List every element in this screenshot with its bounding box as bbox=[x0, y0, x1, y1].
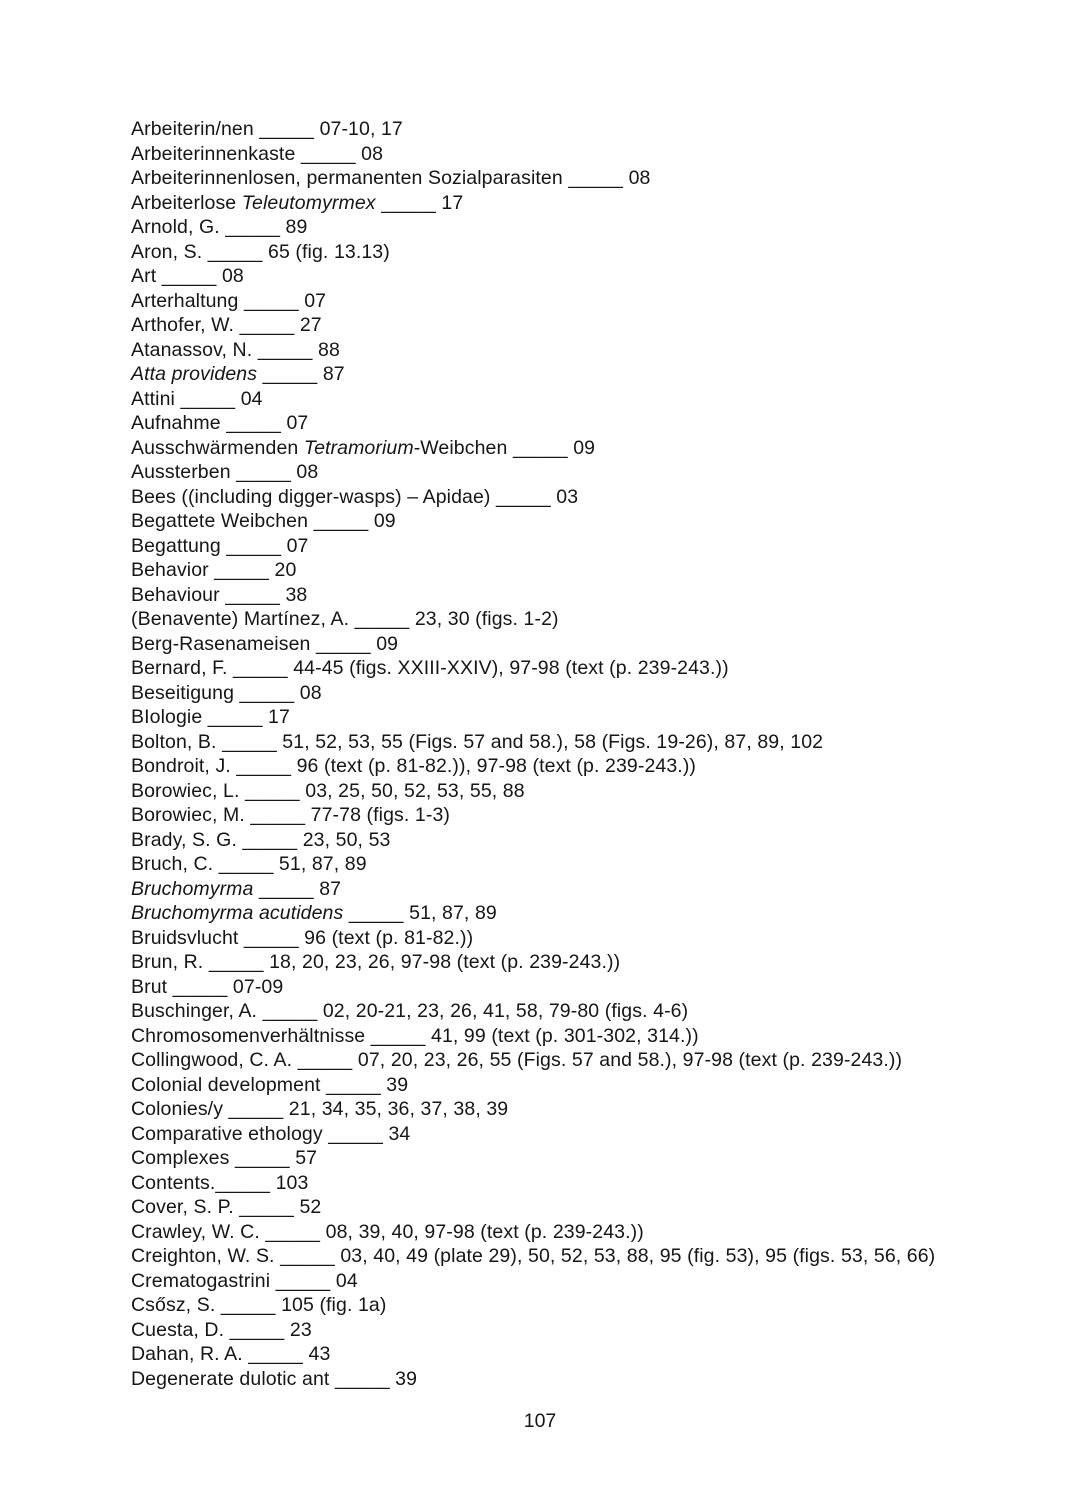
index-entry-text: Bees ((including digger-wasps) – Apidae) _____ 03 bbox=[131, 485, 579, 508]
index-entry-text: Brun, R. _____ 18, 20, 23, 26, 97-98 (text (p. 239-243.)) bbox=[131, 951, 621, 973]
index-entry-text: Degenerate dulotic ant _____ 39 bbox=[131, 1367, 418, 1390]
index-entry bbox=[131, 534, 1031, 559]
index-entry-text: Arbeiterinnenlosen, permanenten Sozialparasiten _____ 08 bbox=[131, 167, 651, 189]
index-entry bbox=[131, 852, 1031, 877]
index-entry-text: Arbeiterinnenkaste _____ 08 bbox=[131, 142, 384, 165]
index-entry bbox=[131, 1024, 1031, 1049]
index-entry-text: Borowiec, L. _____ 03, 25, 50, 52, 53, 55, 88 bbox=[131, 779, 525, 802]
page-number: 107 bbox=[523, 1410, 557, 1432]
index-entry-text: Cover, S. P. _____ 52 bbox=[131, 1196, 322, 1218]
index-entry-text: Behaviour _____ 38 bbox=[131, 583, 308, 606]
index-entry bbox=[131, 730, 1031, 755]
index-entry-text: Arbeiterin/nen _____ 07-10, 17 bbox=[131, 118, 403, 140]
index-entry bbox=[131, 1048, 1031, 1073]
index-entry-text: Art _____ 08 bbox=[131, 265, 244, 287]
index-entry bbox=[131, 1244, 1031, 1269]
index-entry-text: Arbeiterlose bbox=[131, 191, 242, 214]
index-entry bbox=[131, 926, 1031, 951]
taxon-name-italic: Bruchomyrma acutidens bbox=[131, 902, 344, 924]
index-entry bbox=[131, 803, 1031, 828]
index-entry-text: _____ 87 bbox=[257, 363, 345, 385]
index-entry-text: (Benavente) Martínez, A. _____ 23, 30 (figs. 1-2) bbox=[131, 608, 559, 630]
index-entry-text: Csősz, S. _____ 105 (fig. 1a) bbox=[131, 1294, 387, 1316]
index-entry-text: Aussterben _____ 08 bbox=[131, 461, 319, 483]
index-entry bbox=[131, 1220, 1031, 1245]
index-entry bbox=[131, 681, 1031, 706]
index-entry bbox=[131, 1367, 1031, 1392]
index-entry bbox=[131, 1293, 1031, 1318]
index-entry bbox=[131, 460, 1031, 485]
taxon-name-italic: Tetramorium bbox=[303, 436, 414, 459]
index-entry-text: Brut _____ 07-09 bbox=[131, 975, 284, 998]
index-entry bbox=[131, 1171, 1031, 1196]
index-entry-text: Aron, S. _____ 65 (fig. 13.13) bbox=[131, 240, 390, 263]
index-entry-text: Begattung _____ 07 bbox=[131, 534, 309, 557]
index-entry-text: Contents._____ 103 bbox=[131, 1171, 309, 1194]
index-entry-text: Arnold, G. _____ 89 bbox=[131, 216, 308, 238]
index-entry-text: Atanassov, N. _____ 88 bbox=[131, 338, 340, 361]
index-entry bbox=[131, 828, 1031, 853]
index-entry bbox=[131, 387, 1031, 412]
index-entry bbox=[131, 607, 1031, 632]
index-entry-text: Comparative ethology _____ 34 bbox=[131, 1122, 411, 1145]
index-entry bbox=[131, 754, 1031, 779]
index-entry-text: _____ 17 bbox=[375, 191, 464, 214]
index-entry-text: Arterhaltung _____ 07 bbox=[131, 289, 327, 312]
taxon-name-italic: Teleutomyrmex bbox=[241, 191, 376, 214]
index-entry bbox=[131, 509, 1031, 534]
index-entry-text: Creighton, W. S. _____ 03, 40, 49 (plate 29), 50, 52, 53, 88, 95 (fig. 53), 95 (figs. 53, 56, 66) bbox=[131, 1245, 936, 1267]
index-entry bbox=[131, 877, 1031, 902]
index-entry bbox=[131, 1342, 1031, 1367]
index-entry bbox=[131, 411, 1031, 436]
index-list bbox=[131, 117, 1031, 1391]
index-entry bbox=[131, 999, 1031, 1024]
index-entry bbox=[131, 1097, 1031, 1122]
index-entry bbox=[131, 215, 1031, 240]
index-entry bbox=[131, 485, 1031, 510]
index-entry bbox=[131, 1318, 1031, 1343]
index-entry-text: Crematogastrini _____ 04 bbox=[131, 1269, 358, 1292]
index-entry bbox=[131, 436, 1031, 461]
index-entry bbox=[131, 975, 1031, 1000]
index-entry bbox=[131, 1073, 1031, 1098]
index-entry-text: Ausschwärmenden bbox=[131, 436, 304, 459]
index-entry bbox=[131, 656, 1031, 681]
index-entry bbox=[131, 117, 1031, 142]
index-entry bbox=[131, 264, 1031, 289]
index-entry bbox=[131, 1195, 1031, 1220]
index-entry-text: BIologie _____ 17 bbox=[131, 706, 290, 728]
index-entry-text: Beseitigung _____ 08 bbox=[131, 681, 322, 704]
taxon-name-italic: Bruchomyrma bbox=[131, 877, 254, 900]
index-entry bbox=[131, 632, 1031, 657]
index-entry bbox=[131, 583, 1031, 608]
index-entry bbox=[131, 1146, 1031, 1171]
index-entry-text: Behavior _____ 20 bbox=[131, 559, 297, 581]
index-entry-text: Brady, S. G. _____ 23, 50, 53 bbox=[131, 828, 391, 851]
index-entry-text: Bruidsvlucht _____ 96 (text (p. 81-82.)) bbox=[131, 926, 474, 949]
index-entry-text: _____ 51, 87, 89 bbox=[343, 902, 497, 924]
index-entry-text: _____ 87 bbox=[253, 877, 342, 900]
index-entry-text: -Weibchen _____ 09 bbox=[413, 436, 596, 459]
index-entry bbox=[131, 779, 1031, 804]
index-entry-text: Borowiec, M. _____ 77-78 (figs. 1-3) bbox=[131, 804, 450, 826]
index-entry-text: Collingwood, C. A. _____ 07, 20, 23, 26, 55 (Figs. 57 and 58.), 97-98 (text (p. 239-243.)) bbox=[131, 1049, 903, 1071]
taxon-name-italic: Atta providens bbox=[131, 363, 258, 385]
index-entry-text: Chromosomenverhältnisse _____ 41, 99 (text (p. 301-302, 314.)) bbox=[131, 1024, 699, 1047]
index-entry-text: Attini _____ 04 bbox=[131, 387, 263, 410]
index-entry-text: Cuesta, D. _____ 23 bbox=[131, 1318, 312, 1341]
index-entry-text: Colonial development _____ 39 bbox=[131, 1073, 409, 1096]
index-entry-text: Bolton, B. _____ 51, 52, 53, 55 (Figs. 57 and 58.), 58 (Figs. 19-26), 87, 89, 102 bbox=[131, 730, 824, 753]
index-entry-text: Complexes _____ 57 bbox=[131, 1147, 318, 1169]
index-entry bbox=[131, 950, 1031, 975]
index-entry-text: Berg-Rasenameisen _____ 09 bbox=[131, 632, 399, 655]
index-entry bbox=[131, 338, 1031, 363]
index-entry bbox=[131, 901, 1031, 926]
index-entry bbox=[131, 362, 1031, 387]
index-entry-text: Arthofer, W. _____ 27 bbox=[131, 314, 322, 336]
index-entry-text: Aufnahme _____ 07 bbox=[131, 412, 309, 434]
index-entry bbox=[131, 313, 1031, 338]
index-entry bbox=[131, 705, 1031, 730]
index-entry-text: Buschinger, A. _____ 02, 20-21, 23, 26, 41, 58, 79-80 (figs. 4-6) bbox=[131, 1000, 689, 1022]
index-entry bbox=[131, 1122, 1031, 1147]
index-entry bbox=[131, 166, 1031, 191]
index-entry-text: Crawley, W. C. _____ 08, 39, 40, 97-98 (text (p. 239-243.)) bbox=[131, 1220, 644, 1243]
index-entry bbox=[131, 558, 1031, 583]
index-entry bbox=[131, 240, 1031, 265]
index-entry-text: Bruch, C. _____ 51, 87, 89 bbox=[131, 853, 367, 875]
index-entry bbox=[131, 191, 1031, 216]
index-entry bbox=[131, 1269, 1031, 1294]
index-entry-text: Begattete Weibchen _____ 09 bbox=[131, 510, 396, 532]
index-entry-text: Bernard, F. _____ 44-45 (figs. XXIII-XXIV), 97-98 (text (p. 239-243.)) bbox=[131, 657, 729, 679]
index-entry-text: Colonies/y _____ 21, 34, 35, 36, 37, 38, 39 bbox=[131, 1098, 509, 1120]
index-entry-text: Bondroit, J. _____ 96 (text (p. 81-82.)), 97-98 (text (p. 239-243.)) bbox=[131, 755, 697, 777]
index-entry-text: Dahan, R. A. _____ 43 bbox=[131, 1343, 331, 1365]
index-entry bbox=[131, 142, 1031, 167]
index-entry bbox=[131, 289, 1031, 314]
